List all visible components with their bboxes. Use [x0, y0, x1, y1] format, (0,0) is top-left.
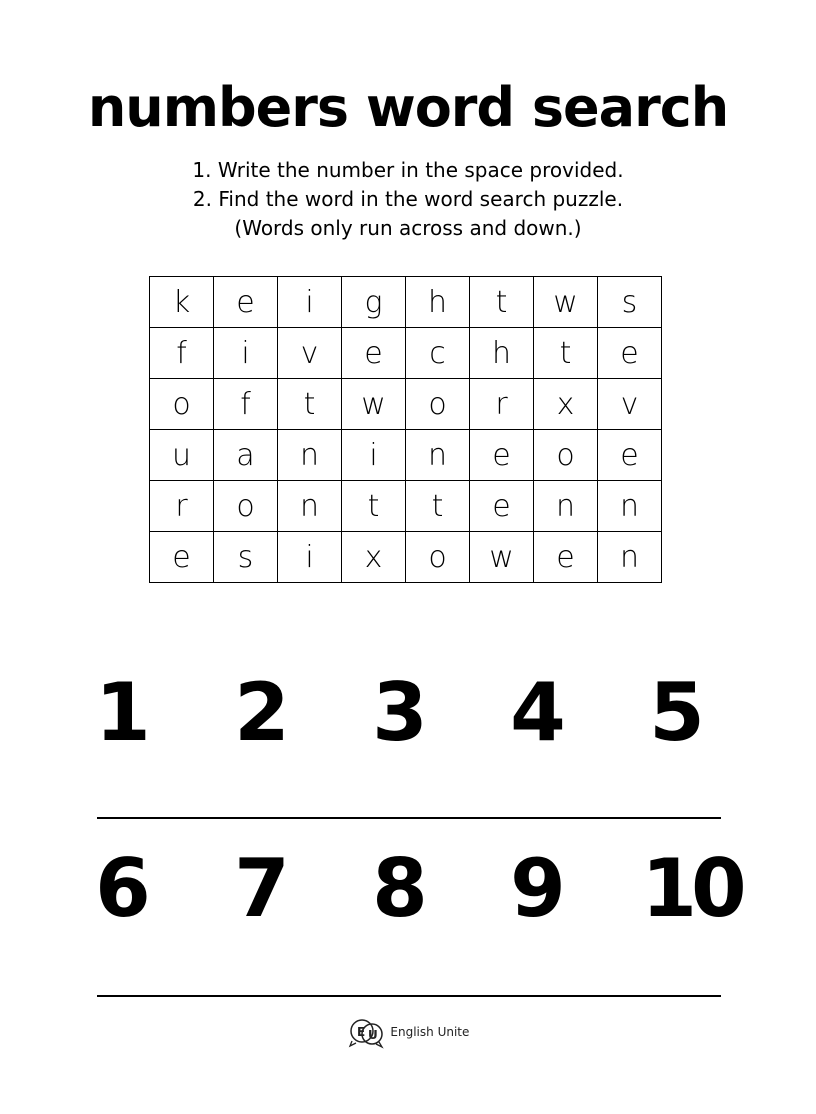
grid-cell[interactable]: v	[598, 379, 662, 430]
number-1: 1	[95, 666, 151, 759]
grid-cell[interactable]: w	[470, 532, 534, 583]
svg-text:E: E	[356, 1025, 365, 1039]
grid-row	[150, 379, 662, 430]
number-3: 3	[372, 666, 428, 759]
grid-cell[interactable]: h	[406, 277, 470, 328]
number-10: 10	[641, 842, 741, 935]
grid-cell[interactable]: u	[150, 430, 214, 481]
answer-line-1[interactable]	[97, 817, 721, 819]
grid-cell[interactable]: n	[598, 481, 662, 532]
grid-cell[interactable]: o	[214, 481, 278, 532]
grid-cell[interactable]: r	[150, 481, 214, 532]
grid-cell[interactable]: i	[214, 328, 278, 379]
word-search-grid	[149, 276, 662, 583]
grid-cell[interactable]: e	[470, 430, 534, 481]
grid-row	[150, 328, 662, 379]
brand-footer	[0, 1015, 816, 1049]
grid-cell[interactable]: g	[342, 277, 406, 328]
grid-cell[interactable]: a	[214, 430, 278, 481]
grid-cell[interactable]: e	[598, 430, 662, 481]
grid-cell[interactable]: o	[534, 430, 598, 481]
grid-cell[interactable]: r	[470, 379, 534, 430]
grid-cell[interactable]: o	[406, 532, 470, 583]
numbers-row-1	[60, 658, 760, 768]
grid-cell[interactable]: n	[406, 430, 470, 481]
grid-cell[interactable]: o	[406, 379, 470, 430]
grid-cell[interactable]: s	[598, 277, 662, 328]
number-5: 5	[649, 666, 705, 759]
grid-cell[interactable]: e	[214, 277, 278, 328]
grid-cell[interactable]: e	[598, 328, 662, 379]
number-6: 6	[95, 842, 151, 935]
number-2: 2	[234, 666, 290, 759]
grid-row	[150, 481, 662, 532]
instructions	[0, 156, 816, 243]
grid-cell[interactable]: n	[278, 430, 342, 481]
grid-cell[interactable]: t	[342, 481, 406, 532]
grid-cell[interactable]: t	[278, 379, 342, 430]
instruction-2: 2. Find the word in the word search puzzle.	[192, 187, 624, 211]
grid-row	[150, 532, 662, 583]
grid-cell[interactable]: t	[534, 328, 598, 379]
grid-cell[interactable]: i	[278, 532, 342, 583]
english-unite-logo-icon	[347, 1015, 387, 1049]
answer-line-2[interactable]	[97, 995, 721, 997]
grid-row	[150, 430, 662, 481]
grid-cell[interactable]: e	[470, 481, 534, 532]
grid-cell[interactable]: n	[278, 481, 342, 532]
grid-cell[interactable]: f	[214, 379, 278, 430]
svg-text:U: U	[367, 1028, 378, 1042]
grid-cell[interactable]: n	[534, 481, 598, 532]
grid-cell[interactable]: v	[278, 328, 342, 379]
number-9: 9	[510, 842, 566, 935]
instruction-1: 1. Write the number in the space provided.	[192, 158, 624, 182]
page-title: numbers word search	[87, 76, 729, 139]
grid-cell[interactable]: c	[406, 328, 470, 379]
grid-cell[interactable]: x	[534, 379, 598, 430]
number-4: 4	[510, 666, 566, 759]
grid-cell[interactable]: i	[278, 277, 342, 328]
grid-cell[interactable]: e	[150, 532, 214, 583]
grid-cell[interactable]: x	[342, 532, 406, 583]
grid-cell[interactable]: t	[406, 481, 470, 532]
brand-name: English Unite	[390, 1025, 470, 1039]
grid-cell[interactable]: e	[342, 328, 406, 379]
grid-cell[interactable]: w	[342, 379, 406, 430]
grid-cell[interactable]: k	[150, 277, 214, 328]
grid-cell[interactable]: e	[534, 532, 598, 583]
grid-cell[interactable]: o	[150, 379, 214, 430]
grid-cell[interactable]: s	[214, 532, 278, 583]
instruction-3: (Words only run across and down.)	[234, 216, 582, 240]
grid-cell[interactable]: w	[534, 277, 598, 328]
grid-cell[interactable]: i	[342, 430, 406, 481]
number-7: 7	[234, 842, 290, 935]
numbers-row-2	[60, 834, 760, 944]
grid-cell[interactable]: h	[470, 328, 534, 379]
grid-row	[150, 277, 662, 328]
grid-cell[interactable]: t	[470, 277, 534, 328]
grid-cell[interactable]: f	[150, 328, 214, 379]
grid-cell[interactable]: n	[598, 532, 662, 583]
number-8: 8	[372, 842, 428, 935]
